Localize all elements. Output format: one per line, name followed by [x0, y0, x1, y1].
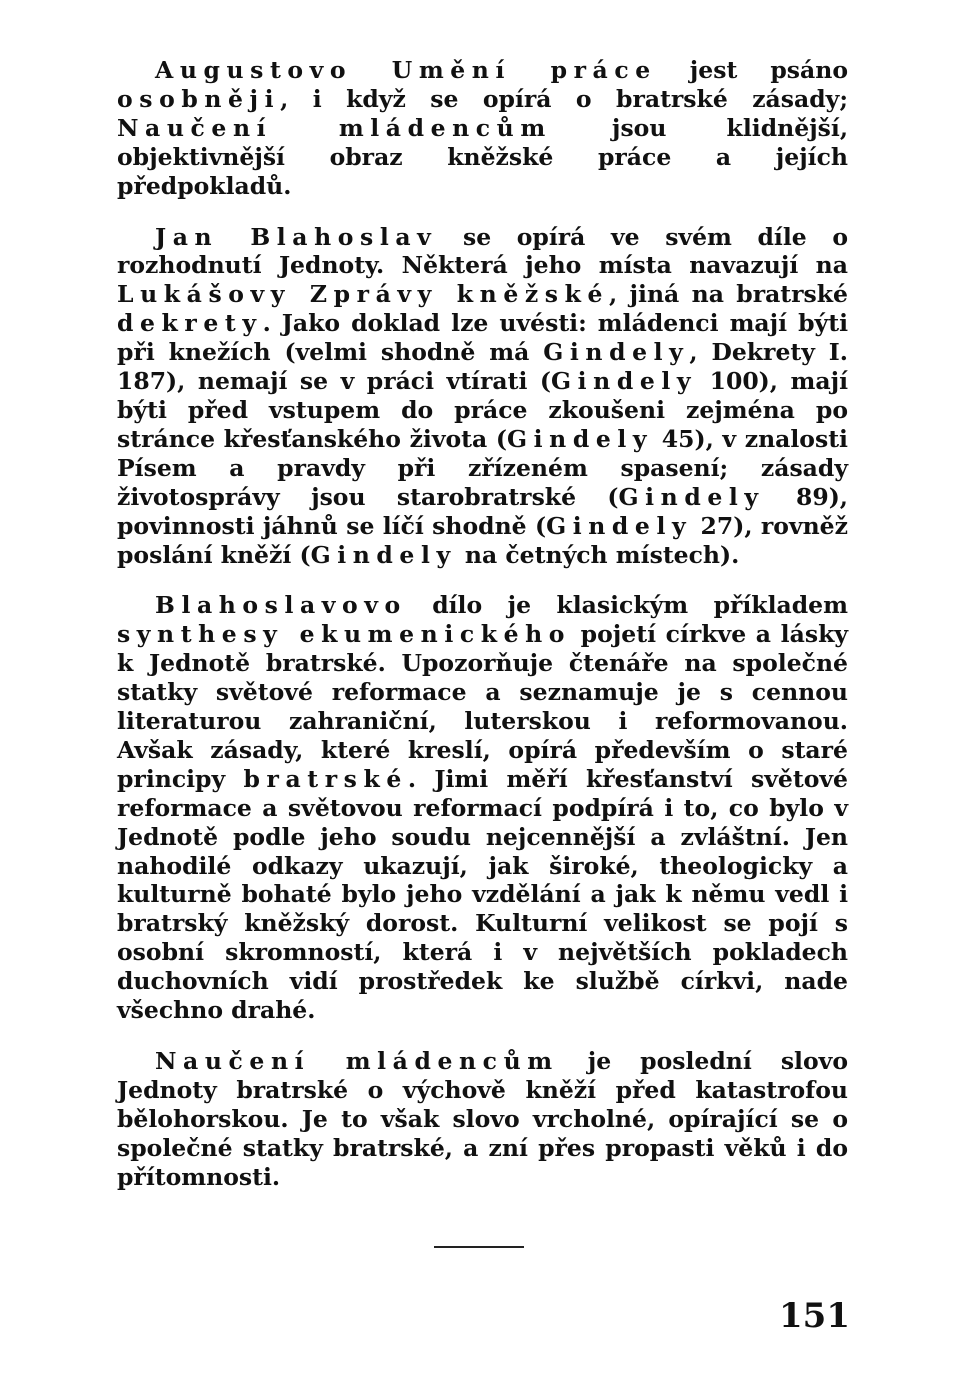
text-run: , Dekrety I. 187), nemají se v práci vtírati ( — [117, 338, 848, 396]
emphasized-text: bratrské — [243, 764, 408, 793]
text-run: jsou klidnější, objektivnější obraz kněžské práce a jejích předpokladů. — [117, 113, 849, 200]
text-run: dílo je klasickým příkladem — [406, 591, 848, 620]
emphasized-text: Lukášovy Zprávy kněžské — [117, 280, 609, 309]
emphasized-text: Gindely — [543, 338, 690, 367]
emphasized-text: Gindely — [546, 511, 693, 540]
paragraph — [117, 1047, 848, 1192]
text-run: 100), mají býti před vstupem do práce zkoušeni zejména po stránce křesťanského života ( — [117, 367, 848, 453]
text-run: je poslední slovo Jednoty bratrské o výchově kněží před katastrofou bělohorskou. Je to však slovo vrcholné, opírající se o společné statky bratrské, a zní přes propasti věků i do přítomnosti. — [117, 1047, 848, 1191]
paragraph — [117, 223, 848, 570]
section-divider — [434, 1246, 524, 1248]
text-run: se opírá ve svém díle o rozhodnutí Jednoty. Některá jeho místa navazují na — [117, 222, 848, 280]
body-text — [117, 56, 848, 1214]
emphasized-text: osobněji — [117, 84, 281, 113]
text-run: . Jimi měří křesťanství světové reformace a světovou reformací podpírá i to, co bylo v Jednotě podle jeho soudu nejcennější a zvláštní. Jen nahodilé odkazy ukazují, jak široké, theologicky a kulturně bohaté bylo jeho vzdělání a jak k němu vedl i bratrský kněžský dorost. Kulturní velikost se pojí s osobní skromností, která i v největších pokladech duchovních vidí prostředek ke službě církvi, nade všechno drahé. — [117, 764, 848, 1025]
paragraph — [117, 591, 848, 1025]
text-run: 89), povinnosti jáhnů se líčí shodně ( — [117, 482, 848, 540]
text-run: na četných místech). — [456, 540, 740, 569]
emphasized-text: Gindely — [618, 482, 765, 511]
text-run: , i když se opírá o bratrské zásady; — [280, 84, 848, 113]
emphasized-text: synthesy ekumenického — [117, 620, 572, 649]
page-number: 151 — [779, 1296, 850, 1336]
emphasized-text: Gindely — [310, 540, 457, 569]
text-run: . Jako doklad lze uvésti: mládenci mají býti při knežích (velmi shodně má — [117, 309, 848, 367]
text-run: 27), rovněž poslání kněží ( — [117, 511, 848, 569]
emphasized-text: Gindely — [507, 424, 654, 453]
emphasized-text: Naučení mládencům — [155, 1047, 559, 1075]
text-run: pojetí církve a lásky k Jednotě bratrské. Upozorňuje čtenáře na společné statky světové reformace a seznamuje je s cennou literaturou zahraniční, luterskou i reformovanou. Avšak zásady, které kreslí, opírá především o staré principy — [117, 620, 849, 793]
text-run: , jiná na bratrské — [609, 280, 848, 309]
emphasized-text: Naučení mládencům — [117, 113, 552, 142]
emphasized-text: Blahoslavovo — [155, 591, 407, 620]
text-run: jest psáno — [656, 56, 848, 84]
paragraph — [117, 56, 848, 201]
emphasized-text: dekrety — [117, 309, 263, 338]
emphasized-text: Augustovo Umění práce — [155, 56, 657, 84]
emphasized-text: Gindely — [551, 367, 698, 396]
emphasized-text: Jan Blahoslav — [155, 222, 438, 251]
text-run: 45), v znalosti Písem a pravdy při zřízeném spasení; zásady životosprávy jsou starobratrské ( — [117, 424, 848, 511]
